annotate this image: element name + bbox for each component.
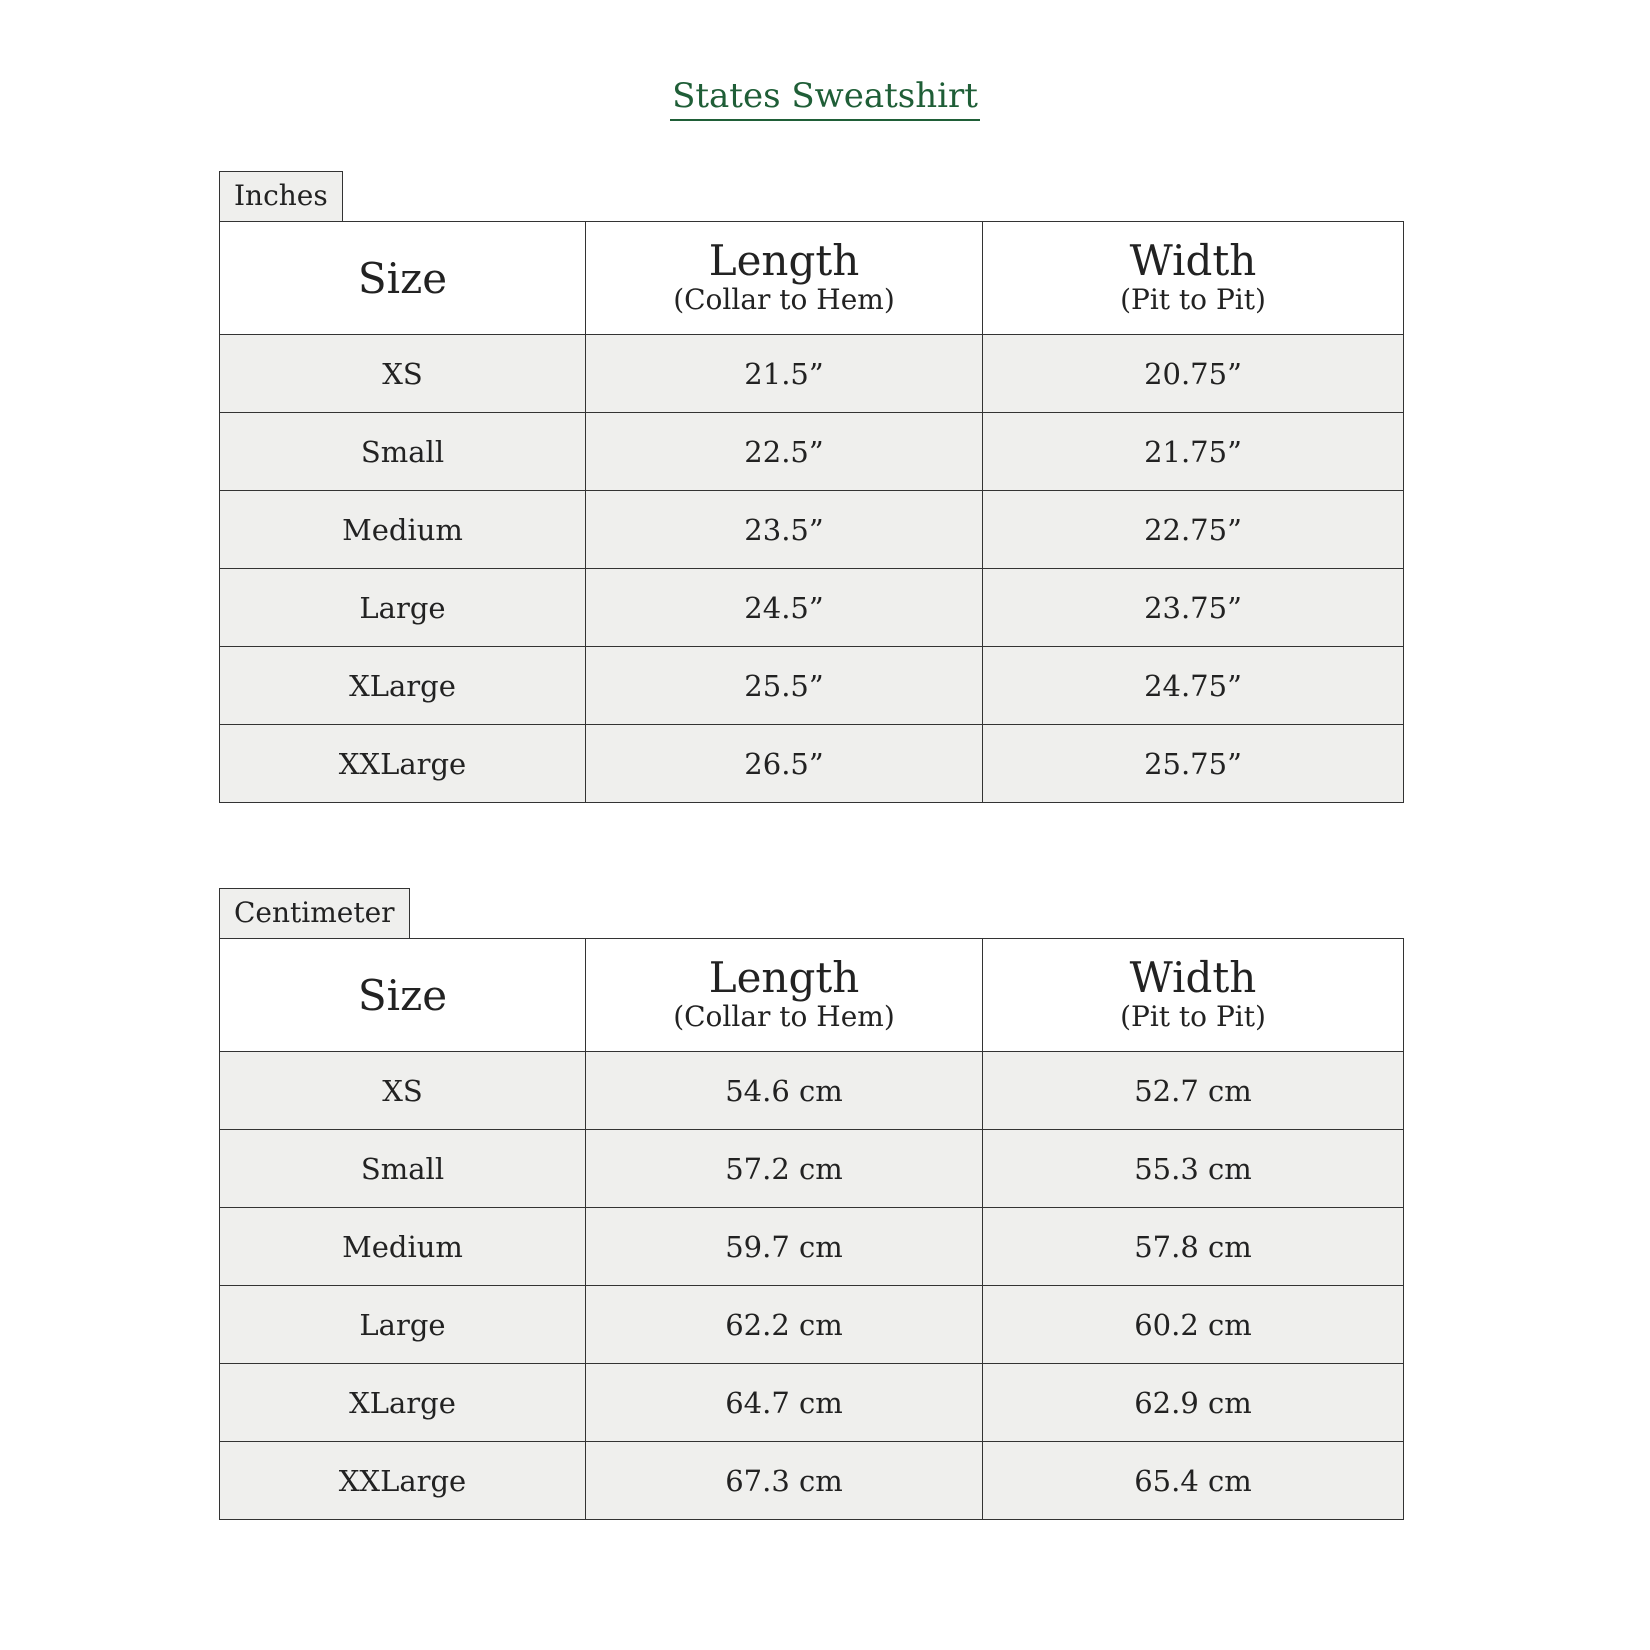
length-header-sublabel: (Collar to Hem) <box>673 283 895 317</box>
length-cell: 64.7 cm <box>586 1364 983 1442</box>
centimeter-section <box>219 888 1403 1520</box>
length-cell: 26.5” <box>586 725 983 803</box>
width-header-label: Width <box>1129 236 1257 286</box>
length-cell: 24.5” <box>586 569 983 647</box>
length-cell: 57.2 cm <box>586 1130 983 1208</box>
inches-section <box>219 171 1403 803</box>
table-row <box>220 1130 1404 1208</box>
width-cell: 23.75” <box>983 569 1404 647</box>
width-column-header <box>983 939 1404 1052</box>
centimeter-size-table <box>219 938 1404 1520</box>
unit-tab-inches: Inches <box>219 171 343 221</box>
width-cell: 55.3 cm <box>983 1130 1404 1208</box>
table-row <box>220 1442 1404 1520</box>
width-column-header <box>983 222 1404 335</box>
length-cell: 62.2 cm <box>586 1286 983 1364</box>
length-cell: 54.6 cm <box>586 1052 983 1130</box>
length-header-sublabel: (Collar to Hem) <box>673 1000 895 1034</box>
width-cell: 60.2 cm <box>983 1286 1404 1364</box>
width-cell: 22.75” <box>983 491 1404 569</box>
width-header-sublabel: (Pit to Pit) <box>1120 283 1266 317</box>
width-header-sublabel: (Pit to Pit) <box>1120 1000 1266 1034</box>
length-cell: 22.5” <box>586 413 983 491</box>
size-cell: XLarge <box>220 647 586 725</box>
size-cell: Small <box>220 413 586 491</box>
length-cell: 25.5” <box>586 647 983 725</box>
size-cell: XXLarge <box>220 725 586 803</box>
width-cell: 20.75” <box>983 335 1404 413</box>
page-title-wrap <box>0 78 1650 121</box>
table-row <box>220 1364 1404 1442</box>
width-cell: 25.75” <box>983 725 1404 803</box>
length-header-label: Length <box>708 236 860 286</box>
table-row <box>220 725 1404 803</box>
length-cell: 59.7 cm <box>586 1208 983 1286</box>
length-cell: 67.3 cm <box>586 1442 983 1520</box>
table-row <box>220 1208 1404 1286</box>
width-cell: 62.9 cm <box>983 1364 1404 1442</box>
length-column-header <box>586 222 983 335</box>
size-cell: Large <box>220 569 586 647</box>
size-cell: XS <box>220 1052 586 1130</box>
table-row <box>220 647 1404 725</box>
length-cell: 23.5” <box>586 491 983 569</box>
size-column-header <box>220 939 586 1052</box>
width-cell: 57.8 cm <box>983 1208 1404 1286</box>
width-cell: 24.75” <box>983 647 1404 725</box>
size-cell: XLarge <box>220 1364 586 1442</box>
table-row <box>220 413 1404 491</box>
table-row <box>220 335 1404 413</box>
length-cell: 21.5” <box>586 335 983 413</box>
size-cell: Large <box>220 1286 586 1364</box>
size-cell: Small <box>220 1130 586 1208</box>
table-header-row <box>220 222 1404 335</box>
table-row <box>220 1052 1404 1130</box>
length-column-header <box>586 939 983 1052</box>
width-cell: 65.4 cm <box>983 1442 1404 1520</box>
size-header-label: Size <box>357 253 448 303</box>
width-cell: 21.75” <box>983 413 1404 491</box>
size-cell: XXLarge <box>220 1442 586 1520</box>
unit-tab-centimeter: Centimeter <box>219 888 410 938</box>
size-header-label: Size <box>357 970 448 1020</box>
size-cell: XS <box>220 335 586 413</box>
width-header-label: Width <box>1129 953 1257 1003</box>
table-header-row <box>220 939 1404 1052</box>
table-row <box>220 491 1404 569</box>
table-row <box>220 569 1404 647</box>
size-cell: Medium <box>220 491 586 569</box>
table-row <box>220 1286 1404 1364</box>
size-cell: Medium <box>220 1208 586 1286</box>
length-header-label: Length <box>708 953 860 1003</box>
size-column-header <box>220 222 586 335</box>
inches-size-table <box>219 221 1404 803</box>
width-cell: 52.7 cm <box>983 1052 1404 1130</box>
page-title: States Sweatshirt <box>670 78 980 121</box>
